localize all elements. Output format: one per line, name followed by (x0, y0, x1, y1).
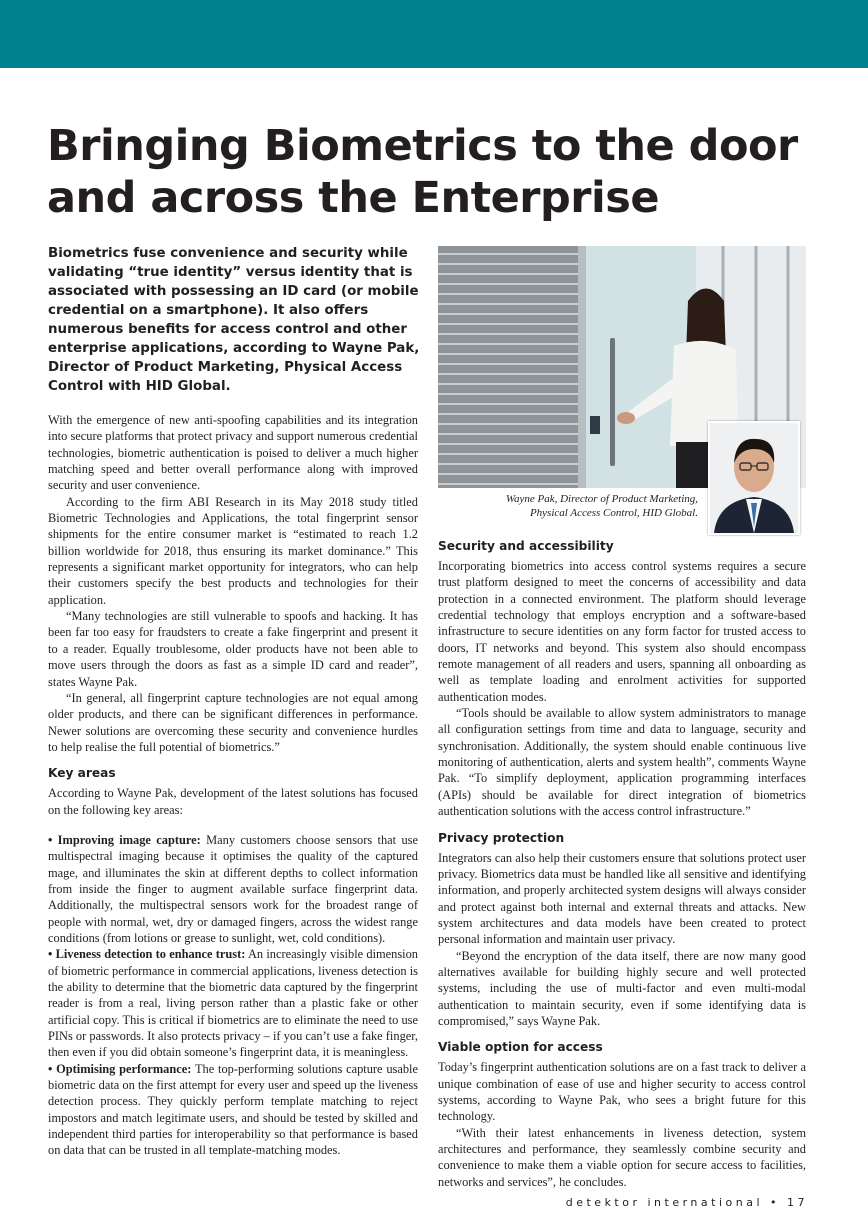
viable-paragraph: Today’s fingerprint authentication solutions are on a fast track to deliver a unique combination of ease of use and higher security to access control systems, according to Wayne Pak, who sees a bright future for this technology. (438, 1060, 806, 1124)
header-band (0, 0, 868, 68)
spoof-quote-paragraph: “Many technologies are still vulnerable to spoofs and hacking. It has been far too easy for fraudsters to create a fake fingerprint and present it to a reader. Equally troublesome, older products have not been able to move users through the doors as fast as a simple ID card and reader”, states Wayne Pak. (48, 609, 418, 689)
bullet-image-capture (48, 832, 418, 946)
privacy-heading: Privacy protection (438, 830, 565, 845)
portrait-illustration (710, 423, 798, 533)
right-column (438, 538, 806, 1190)
privacy-paragraph: Integrators can also help their customers ensure that solutions protect user privacy. Biometrics data must be handled like all sensitive and identifying information, and properly architected system designs will always consider and protect against both internal and external threats and attacks. New system architectures and data models have been created to protect personal information and maintain user privacy. (438, 850, 806, 947)
bullet-heading: • Optimising performance: (48, 1061, 192, 1076)
key-areas-intro: According to Wayne Pak, development of the latest solutions has focused on the following key areas: (48, 786, 418, 817)
abi-research-paragraph: According to the firm ABI Research in its May 2018 study titled Biometric Technologies and Applications, the total fingerprint sensor shipments for the entire consumer market is “estimated to reach 1.2 billion worldwide for 2018, thus ensuring its market dominance.” This represents a significant market opportunity for integrators, who can help their customers specify the best products and technologies for their application. (48, 494, 418, 607)
bullet-heading: • Liveness detection to enhance trust: (48, 947, 246, 962)
security-heading: Security and accessibility (438, 539, 614, 553)
viable-heading: Viable option for access (438, 1040, 603, 1055)
intro-paragraph: With the emergence of new anti-spoofing capabilities and its integration into secure platforms that protect privacy and support numerous credential technologies, biometric authentication is poised to deliver a much higher matching speed and better overall performance along with improved security and user convenience. (48, 413, 418, 493)
bullet-liveness-detection (48, 946, 418, 1060)
key-areas-heading: Key areas (48, 766, 116, 781)
photo-caption: Wayne Pak, Director of Product Marketing, Physical Access Control, HID Global. (505, 493, 698, 519)
wayne-pak-portrait (708, 421, 800, 535)
bullet-text: Many customers choose sensors that use multispectral imaging because it optimises the quality of the captured mage, and illuminates the skin at different depths to collect information from inside the finger to augment available surface fingerprint data. Additionally, the multispectral sensors work for the broadest range of people with normal, wet, dry or damaged fingers, across the widest range conditions (from lotions or grease to sunlight, wet, cold conditions). (48, 832, 418, 945)
bullet-optimising-performance (48, 1061, 418, 1159)
title-line-1: Bringing Biometrics to the door (47, 121, 798, 171)
security-paragraph: Incorporating biometrics into access control systems requires a secure trust platform designed to meet the concerns of accessibility and data protection in a connected environment. The platform should leverage credential technology that employs encryption and a software-based infrastructure to secure identities on any form factor for trusted access to doors, IT networks and beyond. This system also should encompass remote management of all readers and users, spanning all onboarding as well as template loading and enrolment activities for supported authentication modes. (438, 559, 806, 704)
tools-quote-paragraph: “Tools should be available to allow system administrators to manage all configuration settings from time and data to language, security and synchronisation. Additionally, the system should enable continuous live monitoring of authentication, alerts and system health”, comments Wayne Pak. “To simplify deployment, application programming interfaces (APIs) should be available for direct integration of biometrics authentication solutions with the access control infrastructure.” (438, 706, 806, 819)
capture-quote-paragraph: “In general, all fingerprint capture technologies are not equal among older products, and there can be significant differences in performance. Newer solutions are overcoming these security and convenience hurdles to help realise the full potential of biometrics.” (48, 690, 418, 754)
bullet-heading: • Improving image capture: (48, 832, 201, 847)
left-column (48, 412, 418, 1159)
title-line-2: and across the Enterprise (47, 173, 659, 223)
bullet-text: The top-performing solutions capture usable biometric data on the first attempt for every user and speed up the liveness detection process. They quickly perform template matching to reject impostors and match legitimate users, and should be tested by skilled and independent third parties for interoperability so that performance is based on data that can be trusted in all template-matching modes. (48, 1061, 419, 1158)
article-title (47, 120, 837, 224)
bullet-text: An increasingly visible dimension of biometric performance in commercial applications, liveness detection is the ability to determine that the biometric data captured by the fingerprint reader is from a real, living person rather than a plastic fake or other artificial copy. This is critical if biometrics are to eliminate the need to use PINs or passwords. It also protects privacy – if you can’t use a fake finger, then even if you did obtain someone’s fingerprint data, it is meaningless. (48, 947, 418, 1060)
closing-quote-paragraph: “With their latest enhancements in liveness detection, system architectures and performance, they seamlessly combine security and convenience to make them a viable option for secure access to facilities, networks and services”, he concludes. (438, 1125, 806, 1189)
spacer (48, 818, 418, 832)
encryption-quote-paragraph: “Beyond the encryption of the data itself, there are now many good alternatives available for building highly secure and well protected systems, including the use of multi-factor and even multi-modal authentication to maintain security, even if some identifying data is compromised,” says Wayne Pak. (438, 948, 806, 1028)
page-footer: detektor international • 17 (565, 1196, 808, 1209)
lead-paragraph: Biometrics fuse convenience and security while validating “true identity” versus identity that is associated with possessing an ID card (or mobile credential on a smartphone). It also offers numerous benefits for access control and other enterprise applications, according to Wayne Pak, Director of Product Marketing, Physical Access Control with HID Global. (48, 246, 420, 394)
